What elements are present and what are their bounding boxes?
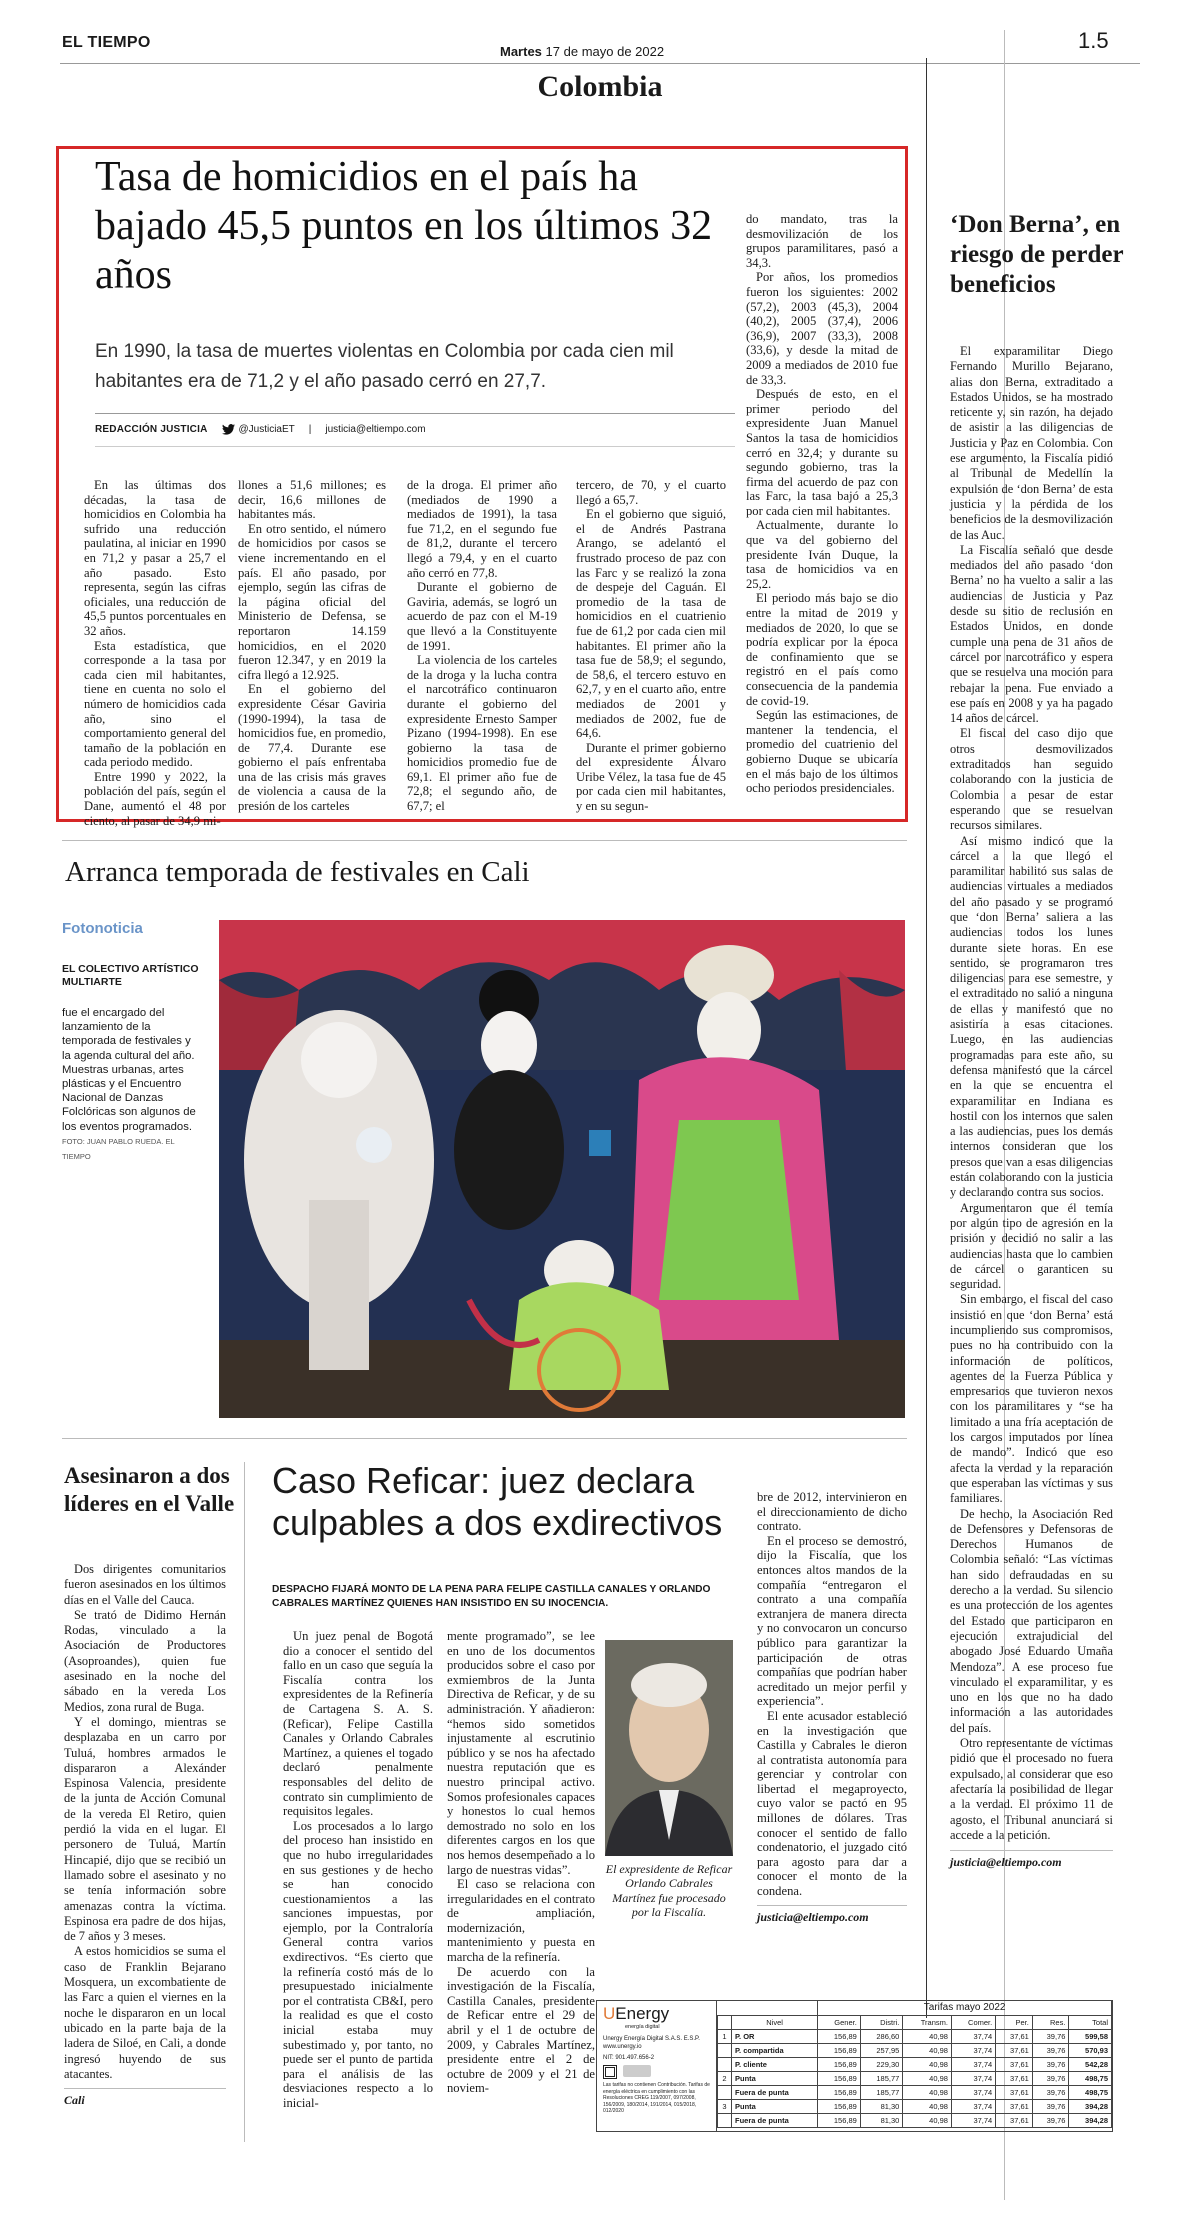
table-cell: 498,75 bbox=[1069, 2071, 1112, 2085]
column-header: Per. bbox=[996, 2015, 1033, 2029]
fotonoticia-headline: Arranca temporada de festivales en Cali bbox=[65, 856, 530, 888]
divider bbox=[757, 1905, 907, 1906]
byline-email[interactable]: justicia@eltiempo.com bbox=[325, 424, 426, 435]
sidebar-headline: ‘Don Berna’, en riesgo de perder beneficios bbox=[950, 211, 1124, 298]
column-header: Comer. bbox=[951, 2015, 995, 2029]
table-cell: 39,76 bbox=[1032, 2113, 1069, 2127]
table-cell: 286,60 bbox=[860, 2029, 903, 2043]
table-row bbox=[718, 2071, 1112, 2085]
article-column-5 bbox=[746, 212, 898, 796]
column-header: Gener. bbox=[818, 2015, 861, 2029]
article-headline: Tasa de homicidios en el país ha bajado 45,5 puntos en los últimos 32 años bbox=[95, 154, 713, 298]
paragraph: Un juez penal de Bogotá dio a conocer el sentido del fallo en un caso que seguía la Fiscalía contra los expresidentes de la Refinería de Cartagena S. A. S. (Reficar), Felipe Castilla Canales y Orlando Cabrales Martínez, a quienes el togado declaró penalmente responsables del delito de contrato sin cumplimiento de requisitos legales. bbox=[283, 1629, 433, 1819]
paragraph: De acuerdo con la investigación de la Fiscalía, Castilla Canales, presidente de Reficar entre el 29 de abril y el 1 de octubre de 2009, y Cabrales Martínez, presidente entre el 2 de octubre de 2009 y el 21 de noviem- bbox=[447, 1964, 595, 2096]
ad-brand-panel bbox=[597, 2001, 717, 2131]
ad-website: www.unergy.io bbox=[603, 2044, 642, 2050]
table-cell: 37,61 bbox=[996, 2085, 1033, 2099]
twitter-bird-icon bbox=[222, 424, 235, 435]
table-row bbox=[718, 2085, 1112, 2099]
table-cell: 37,61 bbox=[996, 2043, 1033, 2057]
table-cell: 81,30 bbox=[860, 2099, 903, 2113]
table-cell: 39,76 bbox=[1032, 2029, 1069, 2043]
tariff-table bbox=[717, 2001, 1112, 2128]
portrait-photo bbox=[605, 1640, 733, 1856]
paragraph: Así mismo indicó que la cárcel a la que llegó el paramilitar habilitó sus salas de audiencias virtuales a mediados del año pasado y se programó que ‘don Berna’ saliera a las audiencias todos los lunes durante siete horas. En ese sentido, se programaron tres diligencias para ese semestre, y el extraditado no salió a ninguna de ellas y manifestó que no asistiría a esas citaciones. Luego, en las audiencias programadas para este año, su defensa manifestó que la cárcel en la que se encuentra el exparamilitar en Indiana es hostil con los internos que salen a las audiencias, pues los demás internos consideran que los presos que van a esas diligencias están colaborando con la justicia y declarando contra sus socios. bbox=[950, 833, 1113, 1200]
table-cell: 37,61 bbox=[996, 2113, 1033, 2127]
table-row bbox=[718, 2057, 1112, 2071]
ad-company: Unergy Energía Digital S.A.S. E.S.P. bbox=[603, 2036, 700, 2042]
paragraph: Argumentaron que él temía por algún tipo de agresión en la prisión y decidió no salir a las audiencias hasta que lo cambien de cárcel o garanticen su seguridad. bbox=[950, 1200, 1113, 1292]
table-cell: 37,74 bbox=[951, 2085, 995, 2099]
table-cell: 570,93 bbox=[1069, 2043, 1112, 2057]
page-number: 1.5 bbox=[1078, 28, 1109, 53]
reficar-email[interactable]: justicia@eltiempo.com bbox=[757, 1909, 869, 1924]
table-cell: 156,89 bbox=[818, 2057, 861, 2071]
ad-table-panel bbox=[717, 2001, 1112, 2131]
table-cell: 156,89 bbox=[818, 2099, 861, 2113]
table-cell: 156,89 bbox=[818, 2043, 861, 2057]
table-cell: 229,30 bbox=[860, 2057, 903, 2071]
byline-author: REDACCIÓN JUSTICIA bbox=[95, 424, 208, 435]
table-cell: 40,98 bbox=[903, 2085, 952, 2099]
paragraph: mente programado”, se lee en uno de los documentos producidos sobre el caso por exmiembros de la Junta Directiva de Reficar, y de su administración. Y añadieron: “hemos sido sometidos injustamente al escrutinio público y se nos ha afectado nuestra reputación que es nuestro principal activo. Somos profesionales capaces y honestos lo cual hemos demostrado no solo en los diferentes cargos en los que nos hemos desempeñado a lo largo de nuestras vidas”. bbox=[447, 1629, 595, 1877]
table-cell: 37,61 bbox=[996, 2029, 1033, 2043]
header-rule bbox=[60, 63, 1140, 64]
level-group bbox=[718, 2057, 732, 2071]
section-rule bbox=[62, 840, 907, 841]
level-group bbox=[718, 2113, 732, 2127]
paragraph: Se trató de Didimo Hernán Rodas, vinculado a la Asociación de Productores (Asoproandes), quien fue asesinado en la noche del sábado en la vereda Los Medios, zona rural de Buga. bbox=[64, 1607, 226, 1714]
table-cell: 394,28 bbox=[1069, 2113, 1112, 2127]
ad-nit: NIT: 901.497.656-2 bbox=[603, 2055, 655, 2061]
reficar-column-3 bbox=[757, 1490, 907, 1924]
article-column-4 bbox=[576, 478, 726, 814]
masthead-brand: EL TIEMPO bbox=[62, 34, 151, 51]
paragraph: La violencia de los carteles de la droga y la lucha contra el narcotráfico continuaron durante el gobierno del expresidente Ernesto Samper Pizano (1994-1998). En ese gobierno la tasa de homicidios promedio fue de 69,1. El primer año fue de 72,8; el segundo año, de 67,7; el bbox=[407, 653, 557, 814]
table-cell: 599,58 bbox=[1069, 2029, 1112, 2043]
paragraph: Los procesados a lo largo del proceso han insistido en que no hubo irregularidades en sus gestiones y de hecho se han conocido cuestionamientos a las sanciones impuestas, por ejemplo, por la Contraloría General contra varios exdirectivos. “Es cierto que la refinería costó más de lo presupuestado inicialmente por el contratista CB&I, pero la realidad es que el costo inicial estaba muy subestimado y, por tanto, no puede ser el punto de partida para el análisis de las desviaciones respecto a lo inicial- bbox=[283, 1818, 433, 2110]
table-title-row bbox=[718, 2001, 1112, 2015]
level-group: 3 bbox=[718, 2099, 732, 2113]
paragraph: En el gobierno que siguió, el de Andrés Pastrana Arango, se adelantó el frustrado proceso de paz con las Farc y se realizó la zona de despeje del Caguán. El promedio de la tasa de homicidios en el cuatrienio fue de 61,2 por cada cien mil habitantes. El primer año la tasa fue de 58,9; el segundo, de 58,6, el tercero estuvo en 62,7, y en el cuarto año, entre mediados de 2001 y mediados de 2002, fue de 64,6. bbox=[576, 507, 726, 741]
table-cell: 185,77 bbox=[860, 2085, 903, 2099]
reficar-column-2 bbox=[447, 1629, 595, 2096]
reficar-headline: Caso Reficar: juez declara culpables a dos exdirectivos bbox=[272, 1460, 723, 1543]
table-cell: 40,98 bbox=[903, 2057, 952, 2071]
byline-rule-bottom bbox=[95, 446, 735, 447]
level-group bbox=[718, 2085, 732, 2099]
dateline-city: Cali bbox=[64, 2093, 85, 2108]
table-cell: 37,74 bbox=[951, 2099, 995, 2113]
paragraph: Durante el gobierno de Gaviria, además, se logró un acuerdo de paz con el M-19 que llevó a la Constituyente de 1991. bbox=[407, 580, 557, 653]
table-cell: 156,89 bbox=[818, 2029, 861, 2043]
column-header: Total bbox=[1069, 2015, 1112, 2029]
divider bbox=[950, 1850, 1113, 1851]
table-cell: 37,61 bbox=[996, 2057, 1033, 2071]
table-cell: 394,28 bbox=[1069, 2099, 1112, 2113]
paragraph: El caso se relaciona con irregularidades en el contrato de ampliación, modernización, mantenimiento y puesta en marcha de la refinería. bbox=[447, 1877, 595, 1965]
paragraph: de la droga. El primer año (mediados de 1990 a mediados de 1991), la tasa fue 71,2, en el segundo fue de 81,2, durante el tercero llegó a 79,4, y en el cuarto año cerró en 77,8. bbox=[407, 478, 557, 580]
table-cell: 156,89 bbox=[818, 2071, 861, 2085]
byline bbox=[95, 424, 735, 435]
table-cell: 542,28 bbox=[1069, 2057, 1112, 2071]
byline-rule bbox=[95, 413, 735, 414]
festival-photo bbox=[219, 920, 905, 1418]
paragraph: A estos homicidios se suma el caso de Franklin Bejarano Mosquera, un excombatiente de las Farc a quien el viernes en la noche le dispararon en un local ubicado en la parte baja de la ladera de Siloé, en Cali, a donde ingresó huyendo de sus atacantes. bbox=[64, 1944, 226, 2081]
paragraph: Actualmente, durante lo que va del gobierno del presidente Iván Duque, la tasa de homicidios va en 25,2. bbox=[746, 518, 898, 591]
paragraph: Durante el primer gobierno del expresidente Álvaro Uribe Vélez, la tasa fue de 45 por cada cien mil habitantes, y en su segun- bbox=[576, 740, 726, 814]
paragraph: do mandato, tras la desmovilización de los grupos paramilitares, pasó a 34,3. bbox=[746, 212, 898, 270]
ad-logo-sub: energía digital bbox=[625, 2024, 660, 2030]
paragraph: Sin embargo, el fiscal del caso insistió en que ‘don Berna’ está incumpliendo sus compromisos, pues no ha contribuido con la información de políticos, agentes de la Fuerza Pública y empresarios que tuvieron nexos con los paramilitares y “se ha limitado a una fría aceptación de los cargos imputados por línea de mando”. Indicó que eso afecta la verdad y la reparación que esperaban las víctimas y sus familiares. bbox=[950, 1292, 1113, 1506]
table-cell: 37,74 bbox=[951, 2043, 995, 2057]
table-cell: 37,74 bbox=[951, 2057, 995, 2071]
paragraph: En el gobierno del expresidente César Gaviria (1990-1994), la tasa de homicidios fue, en promedio, de 77,4. Durante ese gobierno el país enfrentaba una de las crisis más graves de violencia a causa de la presión de los carteles bbox=[238, 682, 386, 814]
paragraph: Entre 1990 y 2022, la población del país, según el Dane, aumentó el 48 por ciento, al pasar de 34,9 mi- bbox=[84, 769, 226, 828]
vigilado-seal-icon bbox=[623, 2065, 651, 2077]
photo-credit: FOTO: JUAN PABLO RUEDA. EL TIEMPO bbox=[62, 1136, 175, 1162]
photo-caption-title: EL COLECTIVO ARTÍSTICO MULTIARTE bbox=[62, 963, 199, 988]
column-divider bbox=[244, 1462, 245, 2142]
paragraph: Por años, los promedios fueron los siguientes: 2002 (57,2), 2003 (45,3), 2004 (40,2), 2005 (37,4), 2006 (36,9), 2007 (33,3), 2008 (33,6), y desde la mitad de 2009 a mediados de 2010 fue de 33,3. bbox=[746, 270, 898, 387]
paragraph: llones a 51,6 millones; es decir, 16,6 millones de habitantes más. bbox=[238, 478, 386, 522]
article-subhead: En 1990, la tasa de muertes violentas en Colombia por cada cien mil habitantes era de 71,2 y el año pasado cerró en 27,7. bbox=[95, 341, 674, 392]
byline-twitter[interactable]: @JusticiaET bbox=[222, 424, 295, 435]
table-cell: 40,98 bbox=[903, 2029, 952, 2043]
asesinaron-headline: Asesinaron a dos líderes en el Valle bbox=[64, 1463, 235, 1516]
paragraph: Otro representante de víctimas pidió que el procesado no fuera expulsado, al considerar que eso afectaría la posibilidad de llegar a la verdad. El próximo 11 de agosto, el Tribunal anunciará si accede a la petición. bbox=[950, 1736, 1113, 1842]
level-name: Fuera de punta bbox=[732, 2113, 818, 2127]
table-cell: 37,61 bbox=[996, 2099, 1033, 2113]
section-rule bbox=[62, 1438, 907, 1439]
table-cell: 81,30 bbox=[860, 2113, 903, 2127]
tariff-ad bbox=[596, 2000, 1113, 2132]
paragraph: Esta estadística, que corresponde a la tasa por cada cien mil habitantes, tiene en cuenta no solo el número de homicidios cada año, sino el comportamiento general del tamaño de la población en cada periodo medido. bbox=[84, 638, 226, 770]
table-cell: 156,89 bbox=[818, 2085, 861, 2099]
table-cell: 40,98 bbox=[903, 2113, 952, 2127]
table-cell: 40,98 bbox=[903, 2099, 952, 2113]
fotonoticia-label: Fotonoticia bbox=[62, 920, 143, 937]
paragraph: Según las estimaciones, de mantener la tendencia, el promedio del cuatrienio del gobierno Duque se ubicaría en el más bajo de los últimos ocho periodos presidenciales. bbox=[746, 708, 898, 796]
level-name: P. cliente bbox=[732, 2057, 818, 2071]
table-header-row bbox=[718, 2015, 1112, 2029]
paragraph: De hecho, la Asociación Red de Defensores y Defensoras de Derechos Humanos de Colombia señaló: “Las víctimas han sido defraudadas en su derecho a la verdad. Su silencio es una protección de los agentes del Estado que participaron en ejecución extrajudicial del abogado José Eduardo Umaña Mendoza”. A ese proceso fue vinculado el exparamilitar, y es uno en los que no ha dado información a las autoridades del país. bbox=[950, 1506, 1113, 1735]
table-cell: 40,98 bbox=[903, 2043, 952, 2057]
paragraph: bre de 2012, intervinieron en el direccionamiento de dicho contrato. bbox=[757, 1490, 907, 1534]
byline-separator: | bbox=[308, 424, 312, 435]
sidebar-email[interactable]: justicia@eltiempo.com bbox=[950, 1855, 1062, 1870]
level-name: Punta bbox=[732, 2071, 818, 2085]
portrait-caption: El expresidente de Reficar Orlando Cabrales Martínez fue procesado por la Fiscalía. bbox=[605, 1862, 733, 1920]
issue-date: Martes 17 de mayo de 2022 bbox=[500, 44, 665, 59]
column-divider bbox=[926, 58, 927, 2018]
paragraph: El periodo más bajo se dio entre la mitad de 2019 y mediados de 2020, lo que se podría explicar por la época de confinamiento que se registró en el país como consecuencia de la pandemia de covid-19. bbox=[746, 591, 898, 708]
level-name: Punta bbox=[732, 2099, 818, 2113]
table-row bbox=[718, 2029, 1112, 2043]
level-group: 2 bbox=[718, 2071, 732, 2085]
column-header: Distri. bbox=[860, 2015, 903, 2029]
level-name: P. compartida bbox=[732, 2043, 818, 2057]
article-column-2 bbox=[238, 478, 386, 814]
table-cell: 40,98 bbox=[903, 2071, 952, 2085]
table-cell: 185,77 bbox=[860, 2071, 903, 2085]
asesinaron-body bbox=[64, 1562, 226, 2108]
qr-code-icon bbox=[603, 2065, 617, 2079]
column-header: Res. bbox=[1032, 2015, 1069, 2029]
table-cell: 156,89 bbox=[818, 2113, 861, 2127]
paragraph: El exparamilitar Diego Fernando Murillo Bejarano, alias don Berna, extraditado a Estados Unidos, se ha mostrado reticente y, sin razón, ha dejado de asistir a las diligencias de Justicia y Paz en Colombia. Con ese argumento, la Fiscalía pidió al Tribunal de Medellín la expulsión de ‘don Berna’ de esta justicia y la pérdida de los beneficios de la desmovilización de las Auc. bbox=[950, 344, 1113, 542]
table-row bbox=[718, 2043, 1112, 2057]
level-group: 1 bbox=[718, 2029, 732, 2043]
table-row bbox=[718, 2113, 1112, 2127]
level-name: Fuera de punta bbox=[732, 2085, 818, 2099]
photo-caption: fue el encargado del lanzamiento de la temporada de festivales y la agenda cultural del año. Muestras urbanas, artes plásticas y el Encuentro Nacional de Danzas Folclóricas son algunos de los eventos programados. FOTO: JUAN PABLO RUEDA. EL TIEMPO bbox=[62, 1007, 196, 1162]
reficar-subhead: DESPACHO FIJARÁ MONTO DE LA PENA PARA FELIPE CASTILLA CANALES Y ORLANDO CABRALES MARTÍNEZ QUIENES HAN INSISTIDO EN SU INOCENCIA. bbox=[272, 1584, 711, 1609]
article-column-3 bbox=[407, 478, 557, 814]
ad-logo: UEnergy bbox=[603, 2004, 670, 2023]
table-cell: 498,75 bbox=[1069, 2085, 1112, 2099]
table-cell: 39,76 bbox=[1032, 2043, 1069, 2057]
level-group bbox=[718, 2043, 732, 2057]
paragraph: Y el domingo, mientras se desplazaba en un carro por Tuluá, hombres armados le dispararon a Alexánder Espinosa Valencia, presidente de la junta de Acción Comunal de la vereda El Retiro, quien perdió la vida en el lugar. El personero de Tuluá, Martín Hincapié, dijo que se recibió un llamado sobre el asesinato y no se tenía información sobre amenazas contra la víctima. Espinosa era padre de dos hijas, de 7 años y 3 meses. bbox=[64, 1714, 226, 1944]
table-cell: 257,95 bbox=[860, 2043, 903, 2057]
table-cell: 39,76 bbox=[1032, 2085, 1069, 2099]
table-cell: 39,76 bbox=[1032, 2071, 1069, 2085]
ad-fine-print: Las tarifas no contienen Contribución. Tarifas de energía eléctrica en cumplimiento con las Resoluciones CREG 119/2007, 097/2008, 156/2009, 180/2014, 191/2014, 015/2018, 012/2020 bbox=[603, 2082, 710, 2114]
paragraph: Después de esto, en el primer periodo del expresidente Juan Manuel Santos la tasa de homicidios cerró en 32,4; y durante su segundo gobierno, tras la firma del acuerdo de paz con las Farc, la tasa bajó a 25,3 por cada cien mil habitantes. bbox=[746, 387, 898, 518]
divider bbox=[64, 2088, 226, 2089]
table-cell: 37,74 bbox=[951, 2071, 995, 2085]
paragraph: La Fiscalía señaló que desde mediados del año pasado ‘don Berna’ no ha vuelto a salir a las audiencias de Justicia y Paz desde su sitio de reclusión en Estados Unidos, en donde cumple una pena de 31 años de cárcel por narcotráfico y espera que se resuelva una moción para rebajar la pena. Fue enviado a ese país en 2008 y ya ha pagado 14 años de cárcel. bbox=[950, 542, 1113, 726]
paragraph: En las últimas dos décadas, la tasa de homicidios en Colombia ha sufrido una reducción paulatina, al iniciar en 1990 en 71,2 y pasar a 25,7 el año pasado. Esto representa, según las cifras oficiales, una reducción de 45,5 puntos porcentuales en 32 años. bbox=[84, 478, 226, 638]
paragraph: En otro sentido, el número de homicidios por casos se viene incrementando en el país. El año pasado, por ejemplo, según las cifras de la página oficial del Ministerio de Defensa, se reportaron 14.159 homicidios, en el 2020 fueron 12.347, y en 2019 la cifra llegó a 12.925. bbox=[238, 521, 386, 682]
table-row bbox=[718, 2099, 1112, 2113]
paragraph: El ente acusador estableció en la investigación que Castilla y Cabrales le dieron al contratista autonomía para gerenciar y controlar con libertad el megaproyecto, cuyo valor se pactó en 95 millones de dólares. Tras conocer el sentido de fallo condenatorio, el juzgado citó para agosto para dar a conocer el monto de la condena. bbox=[757, 1708, 907, 1899]
table-cell: 39,76 bbox=[1032, 2057, 1069, 2071]
table-cell: 39,76 bbox=[1032, 2099, 1069, 2113]
reficar-column-1 bbox=[283, 1629, 433, 2111]
paragraph: Dos dirigentes comunitarios fueron asesinados en los últimos días en el Valle del Cauca. bbox=[64, 1562, 226, 1607]
section-title: Colombia bbox=[537, 70, 663, 103]
level-name: P. OR bbox=[732, 2029, 818, 2043]
paragraph: En el proceso se demostró, dijo la Fiscalía, que los entonces altos mandos de la compañía “entregaron el contrato a una compañía extranjera de manera directa y no convocaron un concurso público para garantizar la participación de otras compañías que podrían haber acreditado un mejor perfil y experiencia”. bbox=[757, 1533, 907, 1709]
sidebar-article-body bbox=[950, 344, 1113, 1870]
table-cell: 37,61 bbox=[996, 2071, 1033, 2085]
paragraph: El fiscal del caso dijo que otros desmovilizados extraditados han seguido colaborando con la justicia de Colombia a pesar de estar esperando que se resuelvan recursos similares. bbox=[950, 726, 1113, 833]
table-cell: 37,74 bbox=[951, 2029, 995, 2043]
ad-seals bbox=[603, 2065, 710, 2079]
column-header bbox=[718, 2015, 732, 2029]
table-cell: 37,74 bbox=[951, 2113, 995, 2127]
paragraph: tercero, de 70, y el cuarto llegó a 65,7. bbox=[576, 478, 726, 507]
article-column-1 bbox=[84, 478, 226, 828]
tariff-title: Tarifas mayo 2022 bbox=[818, 2001, 1112, 2015]
column-header: Transm. bbox=[903, 2015, 952, 2029]
column-header: Nivel bbox=[732, 2015, 818, 2029]
